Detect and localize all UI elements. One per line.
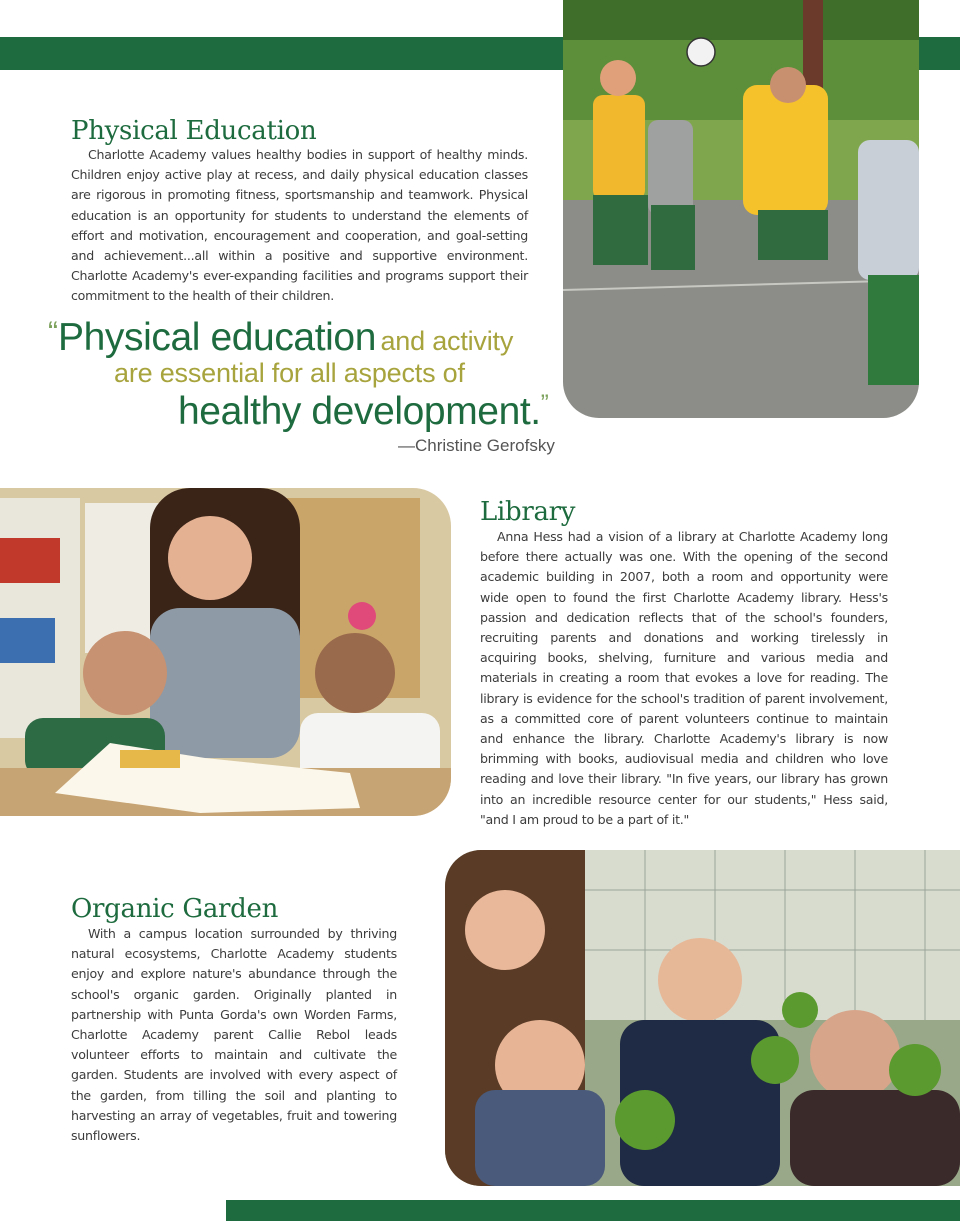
quote-attribution-text: —Christine Gerofsky <box>398 436 555 455</box>
quote-line-1-rest: and activity <box>380 326 514 356</box>
pull-quote-line-2 <box>114 358 465 389</box>
quote-open-mark: “ <box>48 316 58 349</box>
organic-garden-heading: Organic Garden <box>71 894 279 924</box>
quote-emphasis: Physical education <box>58 316 376 359</box>
quote-close-mark: ” <box>540 390 549 417</box>
top-green-band-left <box>0 37 565 70</box>
physical-education-heading: Physical Education <box>71 116 317 146</box>
library-photo <box>0 488 451 816</box>
physical-education-text: Charlotte Academy values healthy bodies in support of healthy minds. Children enjoy active play at recess, and daily physical education classes are rigorous in promoting fitness, sportsmanship and teamwork. Physical education is an opportunity for students to understand the elements of effort and motivation, encouragement and cooperation, and goal-setting and achievement...all within a positive and supportive environment. Charlotte Academy's ever-expanding facilities and programs support their commitment to the health of their children. <box>71 147 528 304</box>
physical-education-photo <box>563 0 919 418</box>
library-heading: Library <box>480 497 576 527</box>
bottom-green-band <box>226 1200 960 1221</box>
quote-line-2: are essential for all aspects of <box>114 358 465 388</box>
pull-quote-line-1 <box>48 316 513 360</box>
quote-attribution <box>398 436 555 456</box>
organic-garden-text: With a campus location surrounded by thriving natural ecosystems, Charlotte Academy students enjoy and explore nature's abundance through the school's organic garden. Originally planted in partnership with Punta Gorda's own Worden Farms, Charlotte Academy parent Callie Rebol leads volunteer efforts to maintain and cultivate the garden. Students are involved with every aspect of the garden, from tilling the soil and planting to harvesting an array of vegetables, fruit and towering sunflowers. <box>71 926 397 1144</box>
top-green-band-right <box>918 37 960 70</box>
organic-garden-photo <box>445 850 960 1186</box>
library-text: Anna Hess had a vision of a library at Charlotte Academy long before there actually was one. With the opening of the second academic building in 2007, both a room and opportunity were wide open to found the first Charlotte Academy library. Hess's passion and dedication reflects that of the school's founders, recruiting parents and donations and working tirelessly in acquiring books, shelving, furniture and various media and materials in creating a room that evokes a love for reading. The library is evidence for the school's tradition of parent involvement, as a committed core of parent volunteers continue to maintain and enhance the library. Charlotte Academy's library is now brimming with books, audiovisual media and children who love reading and love their library. "In five years, our library has grown into an incredible resource center for our students," Hess said, "and I am proud to be a part of it." <box>480 529 888 827</box>
pull-quote-line-3 <box>178 390 549 434</box>
quote-line-3: healthy development. <box>178 390 541 433</box>
